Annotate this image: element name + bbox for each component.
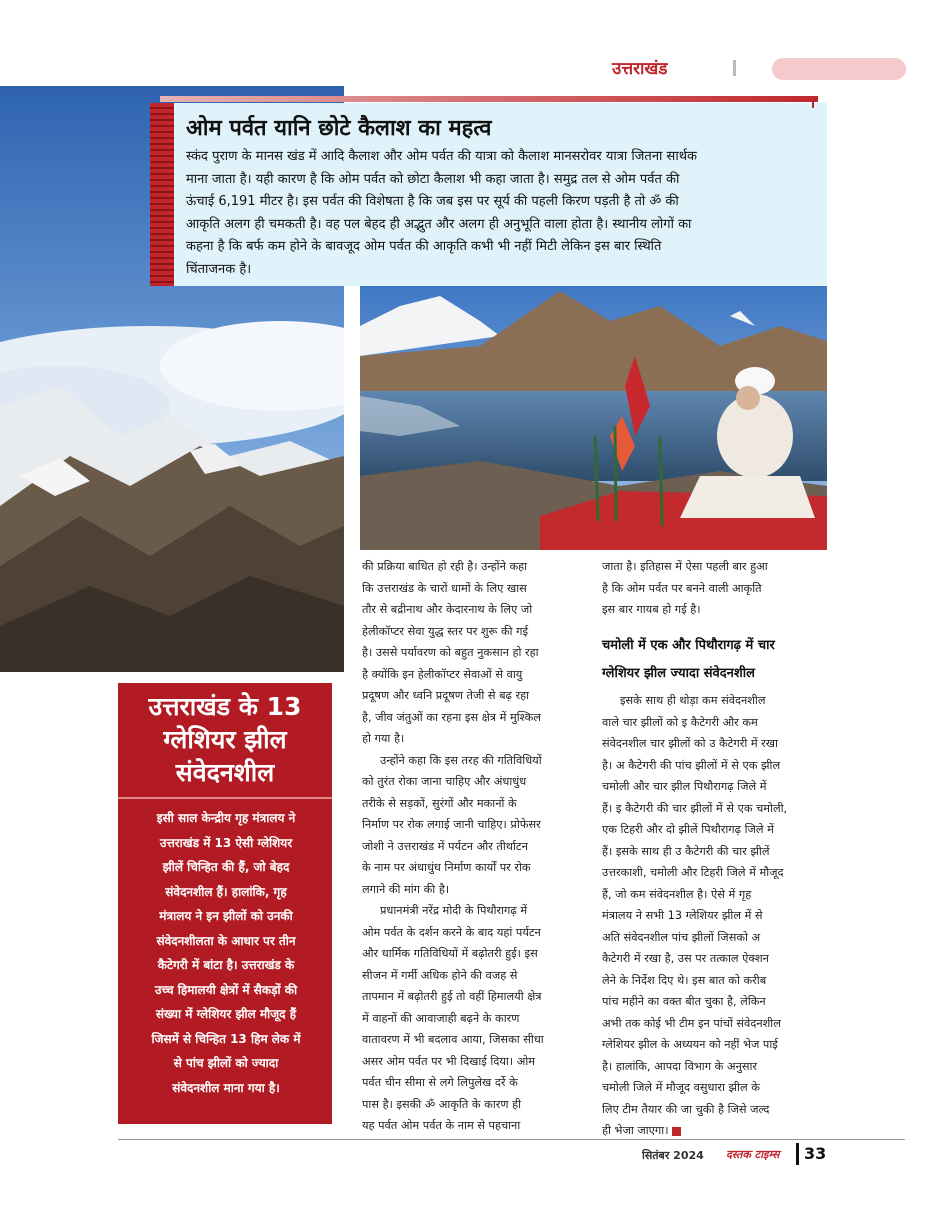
body-line: जाता है। इतिहास में ऐसा पहली बार हुआ [602, 560, 768, 573]
body-line: एक टिहरी और दो झीलें पिथौरागढ़ जिले में [602, 823, 774, 836]
body-line: लेने के निर्देश दिए थे। इस बात को करीब [602, 973, 767, 987]
sidebar-title-line: उत्तराखंड के 13 [148, 692, 302, 721]
lake-meditation-photo [360, 286, 827, 550]
body-line: संवेदनशील चार झीलों को उ कैटेगरी में रखा [602, 737, 778, 750]
body-line: ओम पर्वत के दर्शन करने के बाद यहां पर्यटन [362, 925, 541, 939]
header-separator [733, 60, 736, 76]
body-line: असर ओम पर्वत पर भी दिखाई दिया। ओम [362, 1054, 536, 1068]
subheading-line: चमोली में एक और पिथौरागढ़ में चार [602, 638, 775, 653]
sidebar-text-line: मंत्रालय ने इन झीलों को उनकी [159, 909, 293, 923]
sidebar-text-line: झीलें चिन्हित की हैं, जो बेहद [162, 860, 290, 874]
article-column-right [602, 690, 828, 1142]
sidebar-text-line: जिसमें से चिन्हित 13 हिम लेक में [151, 1031, 301, 1046]
body-line: है। अ कैटेगरी की पांच झीलों में से एक झील [602, 758, 781, 772]
body-line: वाले चार झीलों को इ कैटेगरी और कम [602, 715, 758, 729]
article-column-right-intro [602, 556, 828, 621]
body-line: प्रदूषण और ध्वनि प्रदूषण तेजी से बढ़ रहा [362, 689, 530, 702]
sidebar-text [124, 806, 328, 1100]
callout-line: स्कंद पुराण के मानस खंड में आदि कैलाश और ओम पर्वत की यात्रा को कैलाश मानसरोवर यात्रा जितना सार्थक [186, 149, 697, 164]
sidebar-divider [118, 797, 332, 799]
body-line: चमोली जिले में मौजूद वसुधारा झील के [602, 1081, 760, 1094]
body-line: चमोली और चार झील पिथौरागढ़ जिले में [602, 780, 767, 793]
body-line: है क्योंकि इन हेलीकॉप्टर सेवाओं से वायु [362, 667, 523, 681]
body-line: इसके साथ ही थोड़ा कम संवेदनशील [620, 694, 766, 707]
sidebar-text-line: इसी साल केन्द्रीय गृह मंत्रालय ने [156, 811, 296, 825]
body-line: ग्लेशियर झील के अध्ययन को नहीं भेज पाई [602, 1038, 778, 1051]
callout-line: माना जाता है। यही कारण है कि ओम पर्वत को छोटा कैलाश भी कहा जाता है। समुद्र तल से ओम पर्वत की [186, 171, 680, 187]
sidebar-title [118, 690, 332, 789]
body-line: तौर से बद्रीनाथ और केदारनाथ के लिए जो [362, 603, 533, 616]
sidebar-text-line: संवेदनशीलता के आधार पर तीन [156, 933, 296, 948]
footer-bar [796, 1143, 799, 1165]
body-line: कि उत्तराखंड के चारों धामों के लिए खास [362, 581, 527, 595]
magazine-logo: दस्तक टाइम्स [726, 1148, 780, 1161]
sidebar-text-line: संवेदनशील हैं। हालांकि, गृह [165, 884, 287, 899]
header-decoration [772, 58, 906, 80]
body-line: और धार्मिक गतिविधियों में बढ़ोतरी हुई। इस [362, 947, 538, 960]
body-line: को तुरंत रोका जाना चाहिए और अंधाधुंध [362, 775, 527, 788]
sidebar-text-line: से पांच झीलों को ज्यादा [173, 1056, 279, 1070]
body-line: पांच महीने का वक्त बीत चुका है, लेकिन [602, 995, 766, 1008]
sidebar-text-line: कैटेगरी में बांटा है। उत्तराखंड के [157, 958, 295, 972]
callout-line: ऊंचाई 6,191 मीटर है। इस पर्वत की विशेषता है कि जब इस पर सूर्य की पहली किरण पड़ती है तो ॐ की [186, 194, 679, 209]
body-line: वातावरण में भी बदलाव आया, जिसका सीधा [362, 1033, 544, 1046]
footer-rule [118, 1139, 905, 1140]
body-line: कैटेगरी में रखा है, उस पर तत्काल ऐक्शन [602, 952, 769, 965]
body-line: हैं, जो कम संवेदनशील है। ऐसे में गृह [602, 887, 752, 901]
article-column-middle [362, 556, 586, 1137]
callout-line: कहना है कि बर्फ कम होने के बावजूद ओम पर्वत की आकृति कभी भी नहीं मिटी लेकिन इस बार स्थिति [186, 239, 662, 254]
sidebar-title-line: ग्लेशियर झील [163, 725, 287, 754]
body-line: पास है। इसकी ॐ आकृति के कारण ही [362, 1097, 522, 1111]
body-line: है कि ओम पर्वत पर बनने वाली आकृति [602, 581, 762, 595]
body-line: अभी तक कोई भी टीम इन पांचों संवेदनशील [602, 1016, 781, 1030]
body-line: उन्होंने कहा कि इस तरह की गतिविधियों [380, 753, 542, 767]
body-line: में वाहनों की आवाजाही बढ़ने के कारण [362, 1011, 520, 1025]
body-line: है। हालांकि, आपदा विभाग के अनुसार [602, 1059, 758, 1073]
body-line: है, जीव जंतुओं का रहना इस क्षेत्र में मुश्किल [362, 710, 541, 724]
callout-stripe [150, 103, 174, 286]
end-of-article-mark [672, 1127, 681, 1136]
sidebar-text-line: उत्तराखंड में 13 ऐसी ग्लेशियर [159, 835, 293, 850]
issue-date: सितंबर 2024 [642, 1149, 704, 1162]
body-line: इस बार गायब हो गई है। [602, 603, 701, 616]
callout-title: ओम पर्वत यानि छोटे कैलाश का महत्व [186, 116, 492, 141]
body-line: प्रधानमंत्री नरेंद्र मोदी के पिथौरागढ़ में [380, 904, 528, 917]
body-line: हैं। इ कैटेगरी की चार झीलों में से एक चमोली, [602, 801, 788, 815]
body-line: लगाने की मांग की है। [362, 882, 450, 896]
body-line: है। उससे पर्यावरण को बहुत नुकसान हो रहा [362, 646, 539, 659]
sidebar-title-line: संवेदनशील [175, 758, 275, 787]
body-line: अति संवेदनशील पांच झीलों जिसको अ [602, 930, 761, 944]
body-line: जोशी ने उत्तराखंड में पर्यटन और तीर्थाटन [362, 839, 528, 853]
body-line: की प्रक्रिया बाधित हो रही है। उन्होंने कहा [362, 560, 528, 573]
sidebar-text-line: संख्या में ग्लेशियर झील मौजूद हैं [155, 1007, 297, 1021]
section-label: उत्तराखंड [612, 59, 668, 79]
page-number: 33 [804, 1144, 827, 1163]
callout-line: चिंताजनक है। [186, 261, 252, 277]
sidebar-text-line: उच्च हिमालयी क्षेत्रों में सैकड़ों की [154, 982, 298, 997]
header-rule-end [812, 96, 814, 108]
callout-text [186, 146, 816, 281]
body-line-text: ही भेजा जाएगा। [602, 1124, 669, 1137]
body-line: उत्तरकाशी, चमोली और टिहरी जिले में मौजूद [602, 866, 784, 879]
body-line: हो गया है। [362, 732, 405, 745]
body-line: के नाम पर अंधाधुंध निर्माण कार्यों पर रोक [362, 861, 531, 874]
body-line: हेलीकॉप्टर सेवा युद्ध स्तर पर शुरू की गई [362, 624, 529, 638]
body-line: तरीके से सड़कों, सुरंगों और मकानों के [362, 796, 517, 810]
subheading-line: ग्लेशियर झील ज्यादा संवेदनशील [602, 666, 755, 681]
body-line: निर्माण पर रोक लगाई जानी चाहिए। प्रोफेसर [362, 818, 541, 831]
body-line: यह पर्वत ओम पर्वत के नाम से पहचाना [362, 1119, 521, 1132]
body-line: पर्वत चीन सीमा से लगे लिपुलेख दर्रे के [362, 1076, 518, 1089]
body-line: तापमान में बढ़ोतरी हुई तो वहीं हिमालयी क्षेत्र [362, 990, 542, 1003]
body-line: हैं। इसके साथ ही उ कैटेगरी की चार झीलें [602, 844, 770, 858]
body-line: लिए टीम तैयार की जा चुकी है जिसे जल्द [602, 1102, 770, 1116]
header-rule [160, 96, 818, 102]
sidebar-text-line: संवेदनशील माना गया है। [172, 1080, 280, 1095]
body-line: सीजन में गर्मी अधिक होने की वजह से [362, 968, 518, 982]
section-subheading [602, 632, 828, 688]
body-line: मंत्रालय ने सभी 13 ग्लेशियर झील में से [602, 909, 763, 922]
callout-line: आकृति अलग ही चमकती है। वह पल बेहद ही अद्भुत और अलग ही अनुभूति वाला होता है। स्थानीय लोगों का [186, 216, 692, 232]
